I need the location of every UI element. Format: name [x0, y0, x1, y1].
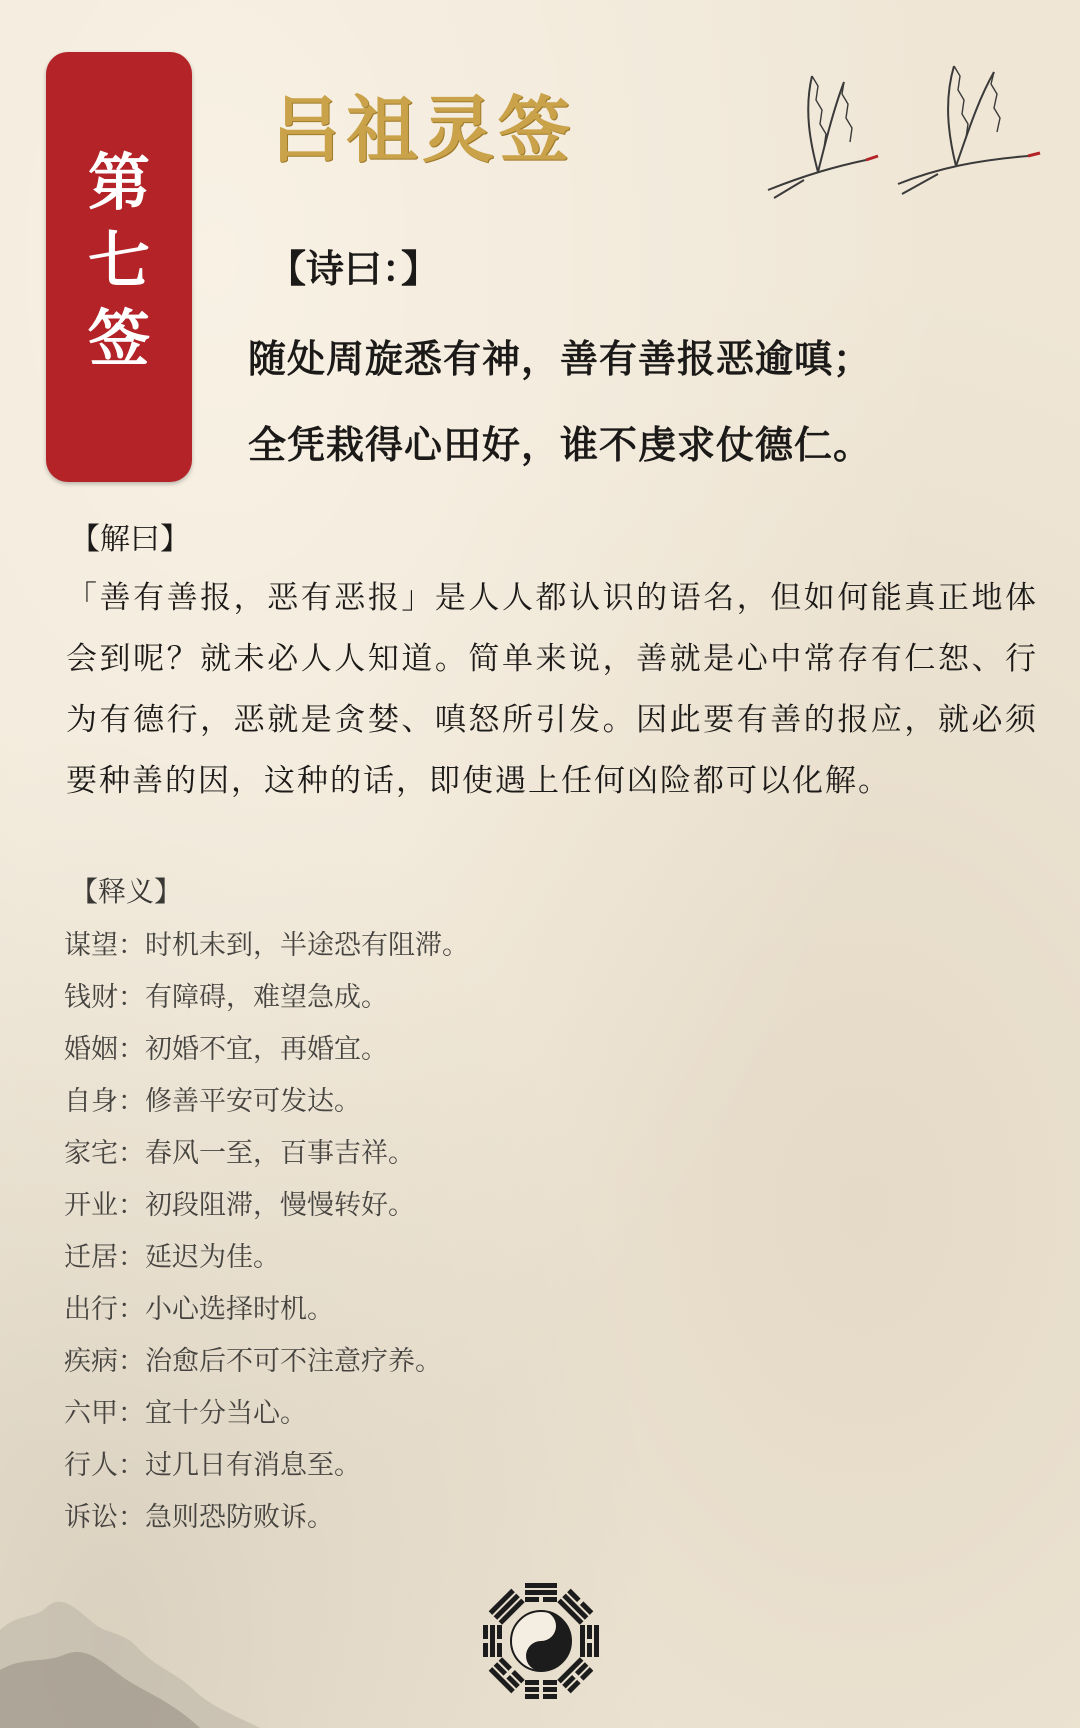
banner-char-1: 第	[87, 146, 150, 219]
meaning-item	[64, 1440, 469, 1492]
meaning-item	[64, 1232, 469, 1284]
meaning-value: 过几日有消息至。	[145, 1450, 361, 1481]
meaning-key: 疾病	[64, 1346, 118, 1377]
banner-char-2: 七	[87, 224, 150, 297]
meaning-sep: ：	[118, 1190, 145, 1221]
meaning-key: 行人	[64, 1450, 118, 1481]
meaning-key: 六甲	[64, 1398, 118, 1429]
meaning-value: 延迟为佳。	[145, 1242, 280, 1273]
meaning-key: 出行	[64, 1294, 118, 1325]
interpretation-body: 「善有善报，恶有恶报」是人人都认识的语名，但如何能真正地体会到呢？就未必人人知道。简单来说，善就是心中常存有仁恕、行为有德行，恶就是贪婪、嗔怒所引发。因此要有善的报应，就必须要种善的因，这种的话，即使遇上任何凶险都可以化解。	[66, 580, 1038, 799]
meaning-sep: ：	[118, 1242, 145, 1273]
crane-pair-illustration	[748, 62, 1058, 212]
meaning-value: 小心选择时机。	[145, 1294, 334, 1325]
yinyang-icon	[511, 1611, 571, 1671]
meaning-item	[64, 1128, 469, 1180]
meaning-value: 治愈后不可不注意疗养。	[145, 1346, 442, 1377]
poem-line-1: 随处周旋悉有神，善有善报恶逾嗔；	[248, 337, 873, 381]
meaning-key: 婚姻	[64, 1034, 118, 1065]
meaning-item	[64, 1024, 469, 1076]
meaning-sep: ：	[118, 1294, 145, 1325]
meaning-item	[64, 1284, 469, 1336]
meaning-value: 急则恐防败诉。	[145, 1502, 334, 1533]
meaning-key: 迁居	[64, 1242, 118, 1273]
bagua-yinyang-icon	[476, 1576, 606, 1706]
trigram	[525, 1680, 557, 1699]
ink-mountain-illustration	[0, 1560, 260, 1728]
meaning-item	[64, 1388, 469, 1440]
meaning-item	[64, 1336, 469, 1388]
meaning-key: 自身	[64, 1086, 118, 1117]
meaning-sep: ：	[118, 1502, 145, 1533]
meaning-sep: ：	[118, 1086, 145, 1117]
meaning-key: 钱财	[64, 982, 118, 1013]
meaning-value: 宜十分当心。	[145, 1398, 307, 1429]
meaning-item	[64, 1180, 469, 1232]
meaning-sep: ：	[118, 1398, 145, 1429]
meaning-value: 初婚不宜，再婚宜。	[145, 1034, 388, 1065]
meaning-key: 家宅	[64, 1138, 118, 1169]
meaning-key: 诉讼	[64, 1502, 118, 1533]
meaning-sep: ：	[118, 930, 145, 961]
meaning-list	[64, 920, 469, 1544]
trigram	[483, 1625, 502, 1657]
poem-line-2: 全凭栽得心田好，谁不虔求仗德仁。	[248, 423, 873, 467]
trigram	[580, 1625, 599, 1657]
meaning-key: 开业	[64, 1190, 118, 1221]
crane-icon	[768, 76, 878, 198]
meaning-value: 时机未到，半途恐有阻滞。	[145, 930, 469, 961]
interpretation-label: 【解曰】	[70, 522, 190, 557]
meaning-sep: ：	[118, 1034, 145, 1065]
meaning-value: 有障碍，难望急成。	[145, 982, 388, 1013]
poem-label: 【诗曰：】	[268, 247, 440, 291]
meaning-item	[64, 920, 469, 972]
meaning-item	[64, 1492, 469, 1544]
meaning-label: 【释义】	[70, 875, 183, 908]
meaning-value: 修善平安可发达。	[145, 1086, 361, 1117]
meaning-sep: ：	[118, 1138, 145, 1169]
trigram	[525, 1583, 557, 1602]
meaning-sep: ：	[118, 1450, 145, 1481]
meaning-sep: ：	[118, 1346, 145, 1377]
meaning-item	[64, 972, 469, 1024]
meaning-sep: ：	[118, 982, 145, 1013]
banner-char-3: 签	[87, 302, 150, 375]
crane-icon	[898, 66, 1040, 194]
meaning-key: 谋望	[64, 930, 118, 961]
slip-number-banner	[46, 52, 192, 482]
slip-number-text	[46, 144, 192, 378]
meaning-value: 初段阻滞，慢慢转好。	[145, 1190, 415, 1221]
meaning-item	[64, 1076, 469, 1128]
meaning-value: 春风一至，百事吉祥。	[145, 1138, 415, 1169]
page-title: 吕祖灵签	[270, 87, 575, 172]
